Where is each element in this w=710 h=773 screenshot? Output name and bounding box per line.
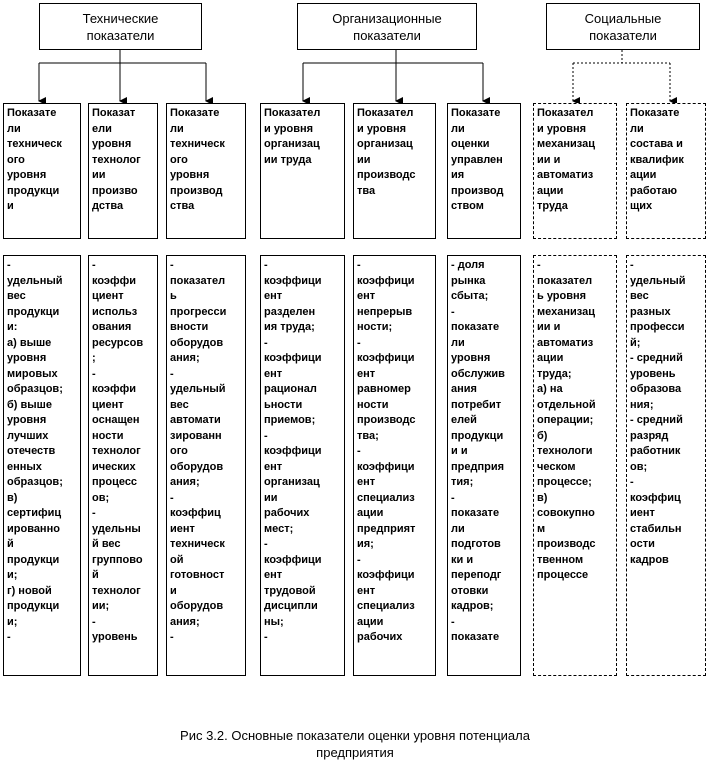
column-head-3 bbox=[166, 103, 246, 239]
column-head-text: Показате ли состава и квалифик ации работаю щих bbox=[630, 107, 684, 212]
column-head-6 bbox=[447, 103, 521, 239]
group-technical-box bbox=[39, 3, 202, 50]
column-body-text: - коэффи циент использ ования ресурсов ; - коэффи циент оснащен ности технолог ических процесс ов; - удельны й вес группово й технолог ии; - уровень bbox=[92, 259, 144, 643]
group-technical-title: Технические показатели bbox=[82, 10, 159, 43]
column-head-text: Показате ли техническ ого уровня продукци и bbox=[7, 107, 62, 212]
column-body-4 bbox=[260, 255, 345, 676]
column-head-2 bbox=[88, 103, 158, 239]
column-body-3 bbox=[166, 255, 246, 676]
column-head-8 bbox=[626, 103, 706, 239]
column-body-text: - показател ь уровня механизац ии и автоматиз ации труда; а) на отдельной операции; б) технологи ческом процессе; в) совокупно м производс твенном процессе bbox=[537, 259, 596, 581]
column-head-text: Показател и уровня механизац ии и автоматиз ации труда bbox=[537, 107, 595, 212]
column-body-1 bbox=[3, 255, 81, 676]
column-head-text: Показате ли оценки управлен ия производ ством bbox=[451, 107, 504, 212]
figure-caption: Рис 3.2. Основные показатели оценки уровня потенциала предприятия bbox=[180, 728, 530, 760]
column-body-6 bbox=[447, 255, 521, 676]
column-body-8 bbox=[626, 255, 706, 676]
column-body-text: - удельный вес продукци и: а) выше уровня мировых образцов; б) выше уровня лучших отечеств енных образцов; в) сертифиц ированно й продукци и; г) новой продукци и; - bbox=[7, 259, 63, 643]
group-social-title: Социальные показатели bbox=[584, 10, 662, 43]
group-organizational-title: Организационные показатели bbox=[332, 10, 442, 43]
column-head-text: Показате ли техническ ого уровня производ ства bbox=[170, 107, 225, 212]
column-body-text: - коэффици ент разделен ия труда; - коэффици ент рационал ьности приемов; - коэффици ент организац ии рабочих мест; - коэффици ент трудовой дисципли ны; - bbox=[264, 259, 322, 643]
column-body-text: - удельный вес разных професси й; - средний уровень образова ния; - средний разряд работник ов; - коэффиц иент стабильн ости кадров bbox=[630, 259, 686, 566]
column-body-text: - коэффици ент непрерыв ности; - коэффици ент равномер ности производс тва; - коэффици ент специализ ации предприят ия; - коэффици ент специализ ации рабочих bbox=[357, 259, 416, 643]
column-body-2 bbox=[88, 255, 158, 676]
column-head-1 bbox=[3, 103, 81, 239]
column-head-text: Показател и уровня организац ии производс тва bbox=[357, 107, 416, 197]
column-head-4 bbox=[260, 103, 345, 239]
group-organizational-box bbox=[297, 3, 477, 50]
column-body-5 bbox=[353, 255, 436, 676]
column-body-text: - доля рынка сбыта; - показате ли уровня обслужив ания потребит елей продукци и и предприя тия; - показате ли подготов ки и переподг отовки кадров; - показате bbox=[451, 259, 505, 643]
group-social-box bbox=[546, 3, 700, 50]
column-head-text: Показат ели уровня технолог ии произво дства bbox=[92, 107, 141, 212]
column-head-7 bbox=[533, 103, 617, 239]
column-head-text: Показател и уровня организац ии труда bbox=[264, 107, 321, 166]
column-body-7 bbox=[533, 255, 617, 676]
column-head-5 bbox=[353, 103, 436, 239]
column-body-text: - показател ь прогресси вности оборудов ания; - удельный вес автомати зированн ого оборудов ания; - коэффиц иент техническ ой готовност и оборудов ания; - bbox=[170, 259, 227, 643]
